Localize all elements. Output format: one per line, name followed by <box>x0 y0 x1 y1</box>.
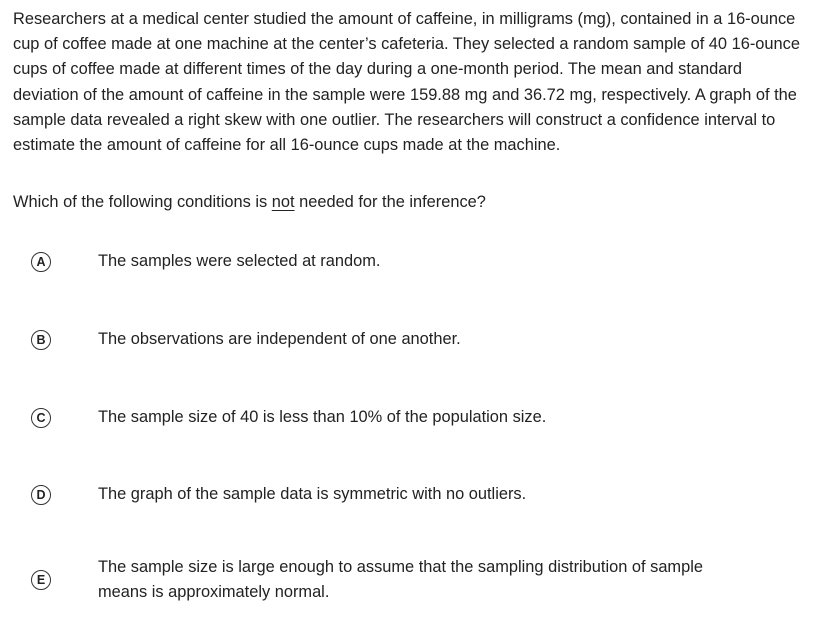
choice-letter-c-bubble[interactable]: C <box>31 408 51 428</box>
choice-text-d: The graph of the sample data is symmetric with no outliers. <box>98 485 527 503</box>
question-stem <box>13 190 803 215</box>
answer-choice-d[interactable] <box>31 482 791 507</box>
choice-letter-e-bubble[interactable]: E <box>31 570 51 590</box>
passage-text: Researchers at a medical center studied the amount of caffeine, in milligrams (mg), contained in a 16-ounce cup of coffee made at one machine at the center’s cafeteria. They selected a random sample of 40 16-ounce cups of coffee made at different times of the day during a one-month period. The mean and standard deviation of the amount of caffeine in the sample were 159.88 mg and 36.72 mg, respectively. A graph of the sample data revealed a right skew with one outlier. The researchers will construct a confidence interval to estimate the amount of caffeine for all 16-ounce cups made at the machine. <box>13 10 800 155</box>
answer-choice-b[interactable] <box>31 327 791 352</box>
answer-choice-a[interactable] <box>31 249 791 274</box>
answer-choice-e[interactable] <box>31 555 791 605</box>
question-emphasis: not <box>271 193 295 211</box>
choice-letter-d-bubble[interactable]: D <box>31 485 51 505</box>
choice-text-c: The sample size of 40 is less than 10% of the population size. <box>98 408 547 426</box>
question-stem-start: Which of the following conditions is <box>13 193 272 211</box>
choice-text-b: The observations are independent of one another. <box>98 330 461 348</box>
choice-letter-a-bubble[interactable]: A <box>31 252 51 272</box>
question-stem-end: needed for the inference? <box>294 193 486 211</box>
choice-text-e: The sample size is large enough to assume that the sampling distribution of sample means is approximately normal. <box>98 558 703 602</box>
choice-letter-b-bubble[interactable]: B <box>31 330 51 350</box>
choice-text-a: The samples were selected at random. <box>98 252 381 270</box>
answer-choice-c[interactable] <box>31 405 791 430</box>
